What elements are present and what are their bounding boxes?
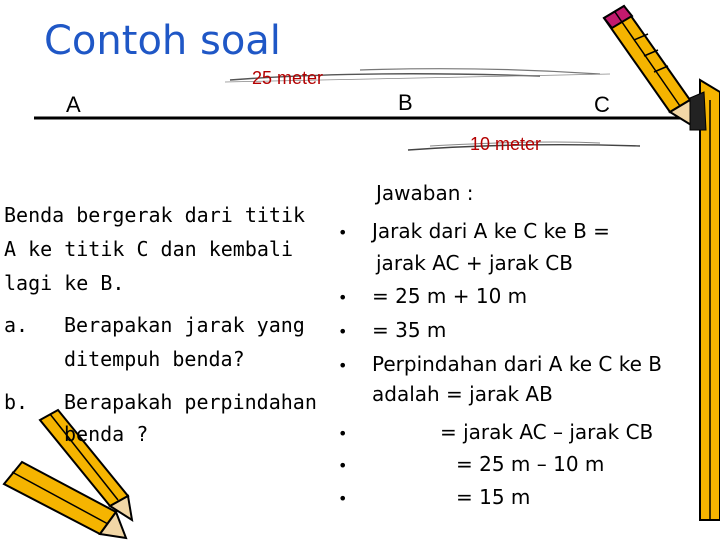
page-title: Contoh soal (44, 18, 281, 64)
question-b-marker: b. (4, 390, 29, 414)
point-c-label: C (594, 92, 610, 117)
answer-line: jarak AC + jarak CB (376, 251, 573, 275)
point-b-label: B (398, 90, 413, 115)
top-measure-label: 25 meter (252, 68, 324, 88)
pencil-icon (690, 80, 720, 520)
answer-line: Perpindahan dari A ke C ke B (372, 352, 662, 376)
answer-line: = 15 m (456, 485, 531, 509)
bottom-measure-label: 10 meter (470, 134, 542, 154)
answer-bullet: • (338, 356, 348, 375)
answer-line: Jarak dari A ke C ke B = (372, 219, 610, 243)
question-a-line: Berapakan jarak yang (64, 313, 305, 337)
question-b-line: benda ? (64, 422, 149, 446)
pencil-icon (604, 6, 696, 128)
question-line: A ke titik C dan kembali (4, 237, 293, 261)
answer-line: = jarak AC – jarak CB (440, 420, 654, 444)
answer-bullet: • (338, 288, 348, 307)
question-a-marker: a. (4, 313, 29, 337)
question-line: lagi ke B. (4, 271, 125, 295)
answer-bullet: • (338, 489, 348, 508)
answer-bullet: • (338, 322, 348, 341)
answer-line: = 25 m + 10 m (372, 284, 528, 308)
question-b-line: Berapakah perpindahan (64, 390, 317, 414)
answer-heading: Jawaban : (376, 181, 474, 205)
question-line: Benda bergerak dari titik (4, 203, 306, 227)
answer-line: = 25 m – 10 m (456, 452, 605, 476)
answer-line: = 35 m (372, 318, 447, 342)
answer-bullet: • (338, 456, 348, 475)
answer-bullet: • (338, 424, 348, 443)
point-a-label: A (66, 92, 81, 117)
question-a-line: ditempuh benda? (64, 347, 245, 371)
answer-bullet: • (338, 223, 348, 242)
answer-line: adalah = jarak AB (372, 382, 553, 406)
